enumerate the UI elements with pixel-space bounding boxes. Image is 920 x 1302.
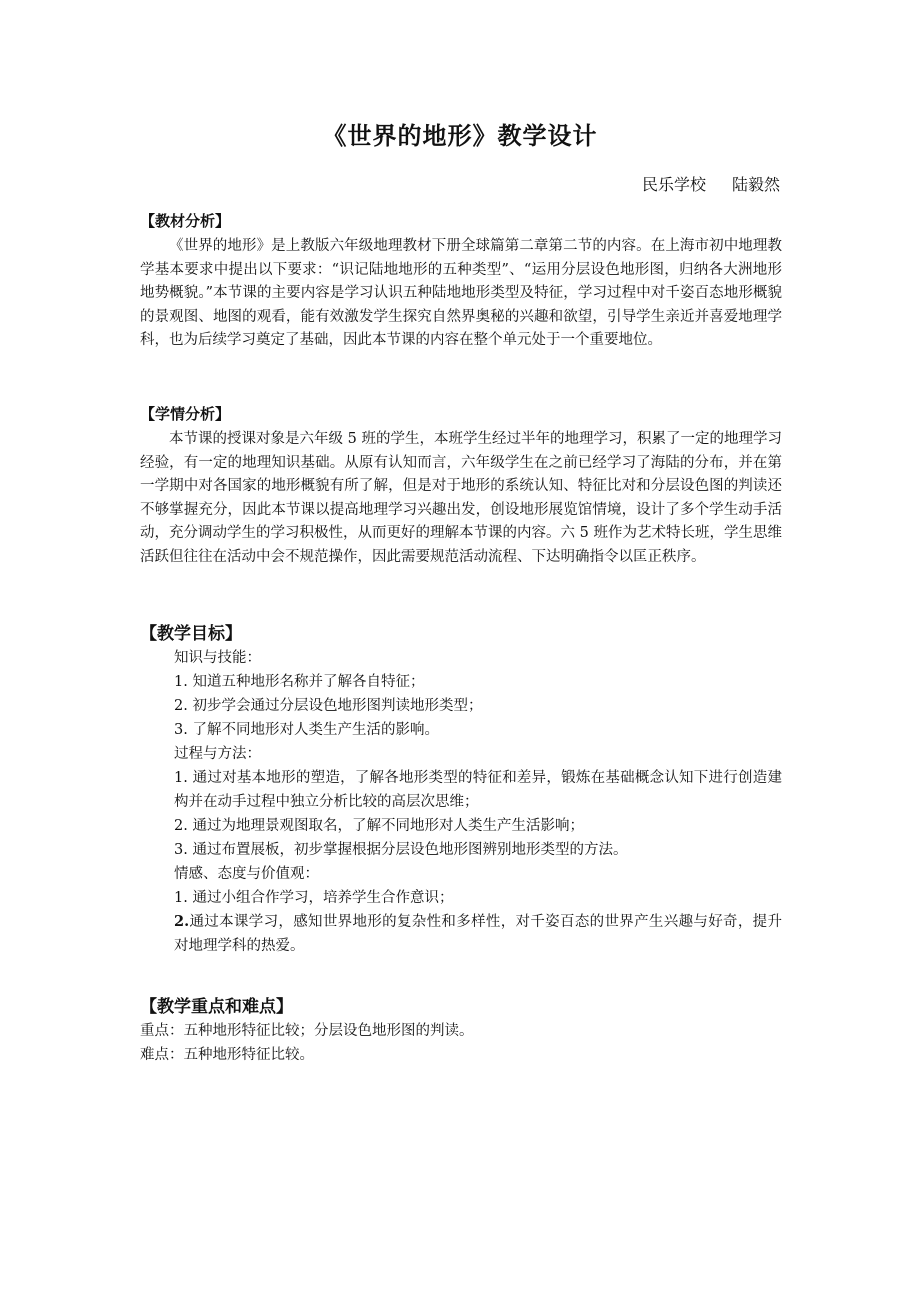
emotion-item-2 [174,910,782,958]
knowledge-item-2: 2. 初步学会通过分层设色地形图判读地形类型； [174,698,483,714]
knowledge-label: 知识与技能： [174,650,261,666]
process-item-1: 1. 通过对基本地形的塑造，了解各地形类型的特征和差异，锻炼在基础概念认知下进行创造建构并在动手过程中独立分析比较的高层次思维； [174,770,782,810]
document-title: 《世界的地形》教学设计 [322,122,598,150]
section-heading-goals: 【教学目标】 [140,624,242,644]
knowledge-item-1: 1. 知道五种地形名称并了解各自特征； [174,674,425,690]
students-paragraph: 本节课的授课对象是六年级 5 班的学生，本班学生经过半年的地理学习，积累了一定的地理学习经验，有一定的地理知识基础。从原有认知而言，六年级学生在之前已经学习了海陆的分布，并在第一学期中对各国家的地形概貌有所了解，但是对于地形的系统认知、特征比对和分层设色图的判读还不够掌握充分，因此本节课以提高地理学习兴趣出发，创设地形展览馆情境，设计了多个学生动手活动，充分调动学生的学习积极性，从而更好的理解本节课的内容。六 5 班作为艺术特长班，学生思维活跃但往往在活动中会不规范操作，因此需要规范活动流程、下达明确指令以匡正秩序。 [140,431,782,565]
author-line [642,172,780,195]
section-heading-students: 【学情分析】 [140,405,231,423]
section-heading-key-points: 【教学重点和难点】 [140,997,293,1017]
emotion-item-1: 1. 通过小组合作学习，培养学生合作意识； [174,890,454,906]
textbook-paragraph: 《世界的地形》是上教版六年级地理教材下册全球篇第二章第二节的内容。在上海市初中地理教学基本要求中提出以下要求：“识记陆地地形的五种类型”、“运用分层设色地形图，归纳各大洲地形地势概貌。”本节课的主要内容是学习认识五种陆地地形类型及特征，学习过程中对千姿百态地形概貌的景观图、地图的观看，能有效激发学生探究自然界奥秘的兴趣和欲望，引导学生亲近并喜爱地理学科，也为后续学习奠定了基础，因此本节课的内容在整个单元处于一个重要地位。 [140,238,782,349]
section-heading-textbook: 【教材分析】 [140,212,231,230]
author-name: 陆毅然 [731,175,780,194]
emotion-label: 情感、态度与价值观： [174,866,319,882]
emotion-item-2-number: 2. [174,913,190,930]
process-label: 过程与方法： [174,746,261,762]
emotion-item-2-text: 通过本课学习，感知世界地形的复杂性和多样性，对千姿百态的世界产生兴趣与好奇，提升对地理学科的热爱。 [174,914,782,954]
process-item-3: 3. 通过布置展板，初步掌握根据分层设色地形图辨别地形类型的方法。 [174,842,628,858]
knowledge-item-3: 3. 了解不同地形对人类生产生活的影响。 [174,722,439,738]
process-item-2: 2. 通过为地理景观图取名，了解不同地形对人类生产生活影响； [174,818,584,834]
focus-line: 重点：五种地形特征比较；分层设色地形图的判读。 [140,1023,474,1039]
difficulty-line: 难点：五种地形特征比较。 [140,1047,314,1063]
author-school: 民乐学校 [641,175,706,194]
